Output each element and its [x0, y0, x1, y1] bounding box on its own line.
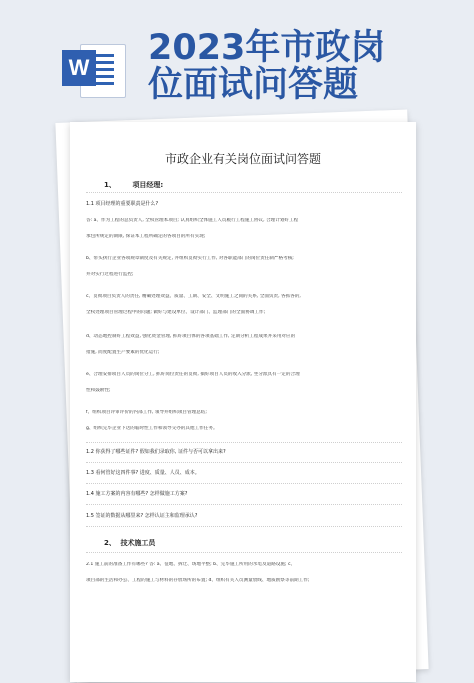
question-1-3: 1.3 看何管好这四件事? 进度、质量、人员、成本。: [86, 470, 200, 476]
answer-line: b、带头执行企业各项规章制度及有关规定, 并组织贯彻实行工作, 对各职能部门的岗位责任制严格考核;: [86, 256, 294, 261]
word-document-icon: [62, 40, 128, 98]
answer-line: 并对实行过程进行监控;: [86, 272, 134, 277]
header-banner: [0, 0, 474, 118]
divider: [86, 504, 402, 505]
answer-line: c、贯彻项目负责人的责任, 精确处理效益、质量、工期、安全、文明施工之间的关系, 全面负责, 各抓各的,: [86, 294, 301, 299]
answer-line: g、组织完毕企业下达的临时性工作和领导交办的其他工作任务。: [86, 426, 218, 431]
answer-line: 答: a、作为工程的总负责人, 全权管理本项目; 认真组织全体施工人员履行工程施工协议, 合理计划好工程: [86, 218, 299, 223]
divider: [86, 462, 402, 463]
section-number: 1、: [104, 181, 116, 189]
document-page: [70, 122, 416, 682]
title-line-2: 位面试问答题: [148, 65, 359, 105]
section-heading-1: [104, 180, 163, 190]
answer-line: 性和鼓励性;: [86, 388, 111, 393]
question-2-1: 2.1 施工前的准备工作有哪些? 答: a、征地、拆迁、场地平整; b、完毕施工所用的水电及道路设施; c、: [86, 562, 296, 567]
divider: [86, 552, 402, 553]
answer-line: 项目部的生活和办公、工程的施工与材料的存放场所的布置; d、组织有关人员测量放线、地质勘察等前期工作;: [86, 578, 310, 583]
question-1-5: 1.5 签证的数据从哪里来? 怎样认证主和监理承认?: [86, 513, 198, 519]
question-1-1: 1.1 项目经理的重要职责是什么?: [86, 201, 159, 207]
answer-line: 承包所规定的期限, 保证本工程所确定的各项目的所有实现;: [86, 234, 206, 239]
section-number: 2、: [104, 539, 116, 547]
section-label: 项目经理:: [132, 181, 164, 189]
answer-line: f、组织项目评审评价的内部工作, 领导并组织项目管理总结;: [86, 410, 207, 415]
question-1-2: 1.2 你获得了哪些证件? 假如我们录取你, 证件与否可以拿出来?: [86, 449, 226, 455]
divider: [86, 442, 402, 443]
divider: [86, 192, 402, 193]
title-line-1: 2023年市政岗: [148, 28, 386, 68]
divider: [86, 483, 402, 484]
section-label: 技术施工员: [120, 539, 156, 547]
word-badge: W: [62, 50, 96, 86]
section-heading-2: [104, 538, 155, 548]
answer-line: e、合理安排项目人员的岗位分工, 抓好岗位责任的贯彻, 搞好项目人员的收入分派, 坐分派具有一定的合理: [86, 372, 300, 377]
document-title: 市政企业有关岗位面试问答题: [164, 152, 321, 166]
answer-line: d、动态地控制好工程效益, 强化资金管理, 抓好项目体的各项基础工作, 定期分析工程成果并采用对应的: [86, 334, 296, 339]
answer-line: 全权处理项目管理过程中的问题; 做好与建设单位、设计部门、监理部门的全面协调工作;: [86, 310, 266, 315]
divider: [86, 526, 402, 527]
question-1-4: 1.4 施工方案的内容有哪些? 怎样做施工方案?: [86, 491, 188, 497]
answer-line: 措施, 而度配置生产要素的优化运行;: [86, 350, 160, 355]
page-title: [148, 30, 385, 104]
